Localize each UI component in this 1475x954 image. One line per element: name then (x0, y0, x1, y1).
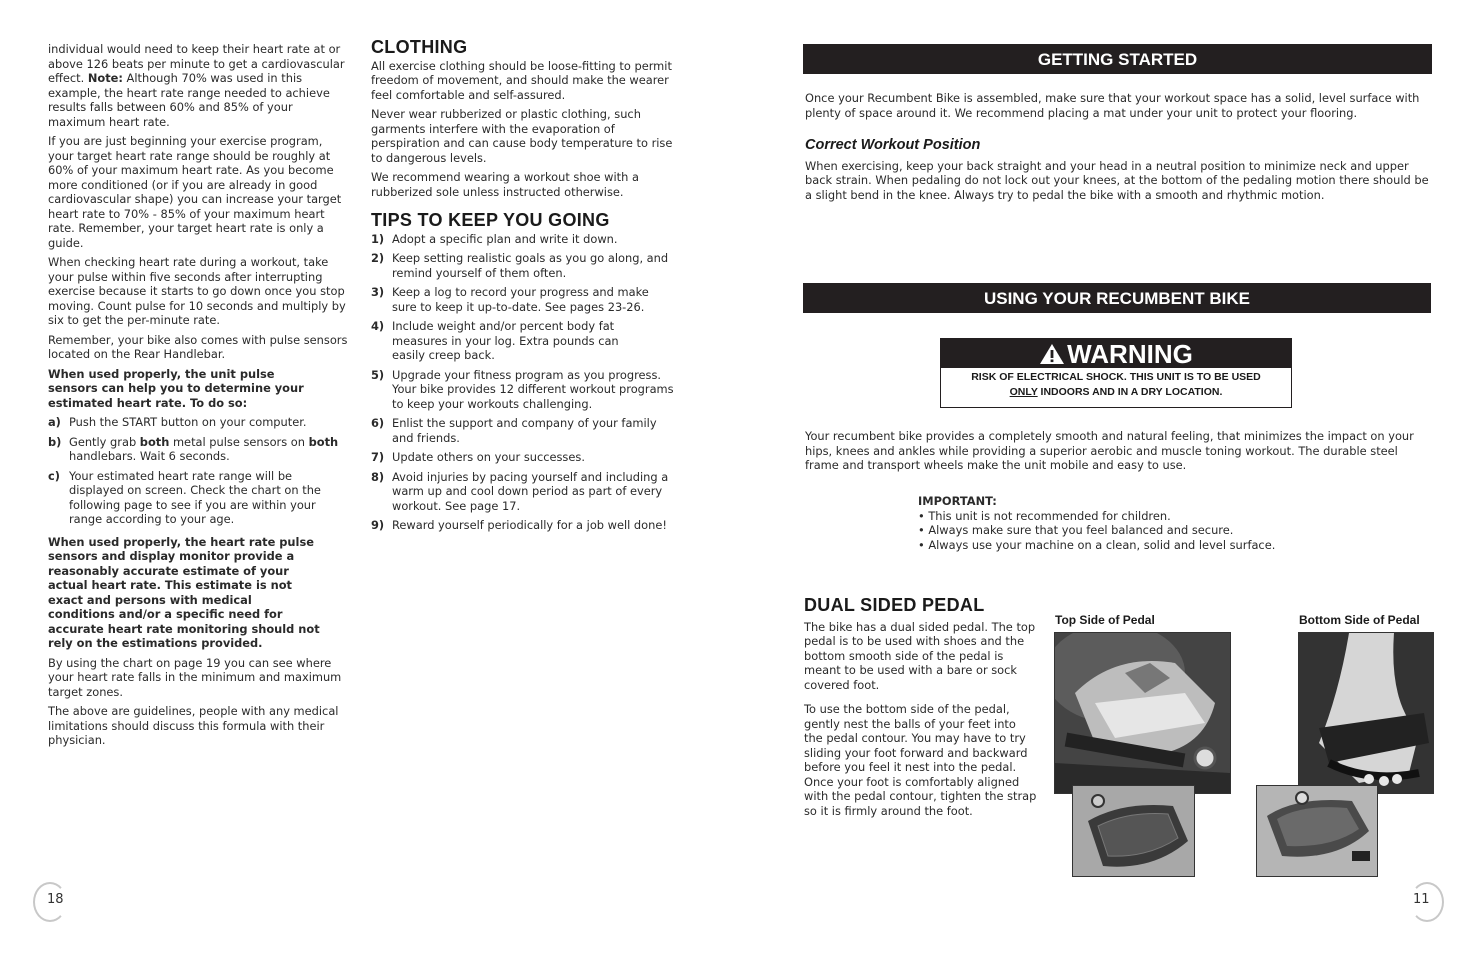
list-item: 5) Upgrade your fitness program as you progress. Your bike provides 12 different workout programs to keep your workouts challenging. (371, 367, 674, 411)
page-number-right: 11 (1413, 892, 1430, 907)
paragraph: All exercise clothing should be loose-fitting to permit freedom of movement, and should make the wearer feel comfortable and self-assured. (371, 58, 672, 102)
list-item: a) Push the START button on your computer. (48, 415, 307, 429)
dual-pedal-section (804, 595, 1037, 823)
paragraph: Once your Recumbent Bike is assembled, make sure that your workout space has a solid, level surface with plenty of space around it. We recommend placing a mat under your unit to protect your flooring. (805, 91, 1420, 120)
paragraph: If you are just beginning your exercise program, your target heart rate range should be roughly at 60% of your maximum heart rate. As you become more conditioned (or if you are already in good cardiovascular shape) you can increase your target heart rate to 70% - 85% of your maximum heart rate. Remember, your target heart rate is only a guide. (48, 134, 342, 250)
tips-list (371, 232, 676, 533)
warning-triangle-icon (1039, 343, 1065, 365)
top-pedal-photo (1072, 785, 1195, 877)
using-bike-banner (803, 283, 1431, 313)
bare-foot-on-pedal-photo (1298, 632, 1434, 794)
warning-title: WARNING (1067, 339, 1193, 369)
list-item: 9) Reward yourself periodically for a job well done! (371, 518, 667, 532)
bold-paragraph: When used properly, the heart rate pulse sensors and display monitor provide a reasonably accurate estimate of your actual heart rate. This estimate is not exact and persons with medical conditions and/or a specific need for accurate heart rate monitoring should not rely on the estimations provided. (48, 534, 320, 650)
getting-started-section (805, 91, 1433, 207)
paragraph: Your recumbent bike provides a completely smooth and natural feeling, that minimizes the impact on your hips, knees and ankles while providing a superior aerobic and muscle toning workout. The durable steel frame and transport wheels make the unit mobile and easy to use. (805, 429, 1414, 472)
list-item: 1) Adopt a specific plan and write it down. (371, 231, 618, 246)
warning-text (941, 368, 1291, 400)
using-bike-text (805, 429, 1433, 478)
paragraph: By using the chart on page 19 you can see where your heart rate falls in the minimum and maximum target zones. (48, 655, 342, 699)
paragraph: When exercising, keep your back straight and your head in a neutral position to minimize neck and upper back strain. When pedaling do not lock out your knees, at the bottom of the pedaling motion there should be a slight bend in the knee. Always try to pedal the bike with a smooth and rhythmic motion. (805, 158, 1429, 202)
list-item: 8) Avoid injuries by pacing yourself and including a warm up and cool down period as part of every workout. See page 17. (371, 469, 669, 513)
paragraph: To use the bottom side of the pedal, gently nest the balls of your feet into the pedal contour. You may have to try sliding your foot forward and backward before you feel it nest into the pedal. Once your foot is comfortably aligned with the pedal contour, tighten the strap so it is firmly around the foot. (804, 702, 1037, 818)
steps-list (48, 415, 351, 527)
caption-top-side: Top Side of Pedal (1055, 613, 1155, 627)
list-item: b) Gently grab both metal pulse sensors on both handlebars. Wait 6 seconds. (48, 434, 339, 463)
page-number-left: 18 (47, 892, 64, 907)
caption-bottom-side: Bottom Side of Pedal (1299, 613, 1420, 627)
left-column-1 (48, 42, 351, 753)
subheading: Correct Workout Position (805, 137, 981, 153)
list-item: 7) Update others on your successes. (371, 450, 585, 464)
bottom-pedal-photo (1256, 785, 1378, 877)
getting-started-banner (803, 44, 1432, 74)
warning-line: ONLY INDOORS AND IN A DRY LOCATION. (1009, 386, 1223, 398)
warning-header (941, 339, 1291, 368)
list-item: 6) Enlist the support and company of your family and friends. (371, 416, 657, 445)
clothing-heading: CLOTHING (371, 37, 468, 57)
paragraph: The above are guidelines, people with any medical limitations should discuss this formula with their physician. (48, 704, 339, 747)
paragraph: Never wear rubberized or plastic clothing, such garments interfere with the evaporation of perspiration and can cause body temperature to rise to dangerous levels. (371, 107, 673, 165)
warning-box (940, 338, 1292, 408)
paragraph: Remember, your bike also comes with pulse sensors located on the Rear Handlebar. (48, 332, 348, 361)
paragraph: When checking heart rate during a workout, take your pulse within five seconds after interrupting exercise because it starts to go down once you stop moving. Count pulse for 10 seconds and multiply by six to get the per-minute rate. (48, 255, 346, 327)
shoe-on-pedal-photo (1054, 632, 1231, 794)
warning-line: RISK OF ELECTRICAL SHOCK. THIS UNIT IS TO BE USED (971, 371, 1261, 383)
list-item: c) Your estimated heart rate range will be displayed on screen. Check the chart on the following page to see if you are within your range according to your age. (48, 468, 321, 526)
list-item: 2) Keep setting realistic goals as you go along, and remind yourself of them often. (371, 251, 669, 280)
top-pedal-image (1073, 786, 1194, 876)
bare-foot-image (1299, 633, 1433, 793)
section-title: GETTING STARTED (1037, 50, 1198, 69)
bottom-pedal-image (1257, 786, 1377, 876)
list-item: • This unit is not recommended for children. (918, 508, 1171, 523)
left-column-2 (371, 37, 676, 538)
paragraph: individual would need to keep their heart rate at or above 126 beats per minute to get a cardiovascular effect. Note: Although 70% was used in this example, the heart rate range needed to achieve results falls between 60% and 85% of your maximum heart rate. (48, 42, 345, 129)
list-item: 4) Include weight and/or percent body fat measures in your log. Extra pounds can easily creep back. (371, 319, 619, 362)
list-item: • Always make sure that you feel balanced and secure. (918, 523, 1234, 537)
list-item: 3) Keep a log to record your progress and make sure to keep it up-to-date. See pages 23-26. (371, 285, 649, 314)
paragraph: We recommend wearing a workout shoe with a rubberized sole unless instructed otherwise. (371, 170, 639, 199)
dual-pedal-heading: DUAL SIDED PEDAL (804, 595, 985, 615)
paragraph: The bike has a dual sided pedal. The top pedal is to be used with shoes and the bottom smooth side of the pedal is meant to be used with a bare or sock covered foot. (804, 619, 1036, 692)
bold-paragraph: When used properly, the unit pulse sensors can help you to determine your estimated heart rate. To do so: (48, 366, 304, 410)
important-block (918, 494, 1318, 552)
list-item: • Always use your machine on a clean, solid and level surface. (918, 537, 1276, 552)
section-title: USING YOUR RECUMBENT BIKE (983, 289, 1251, 308)
important-label: IMPORTANT: (918, 494, 997, 508)
shoe-pedal-image (1055, 633, 1230, 793)
tips-heading: TIPS TO KEEP YOU GOING (371, 210, 610, 230)
